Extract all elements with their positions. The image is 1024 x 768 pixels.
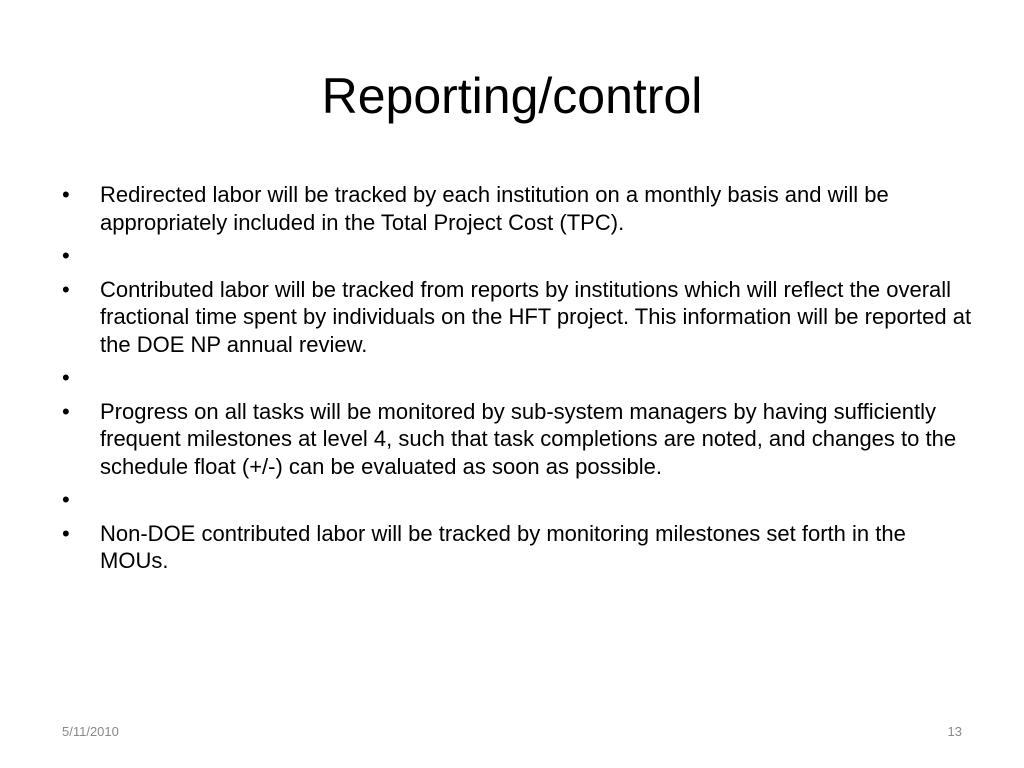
bullet-icon: • <box>62 365 70 390</box>
bullet-icon: • <box>62 398 70 424</box>
bullet-item <box>62 181 972 236</box>
bullet-icon: • <box>62 487 70 512</box>
bullet-icon: • <box>62 182 70 207</box>
footer-date: 5/11/2010 <box>62 724 119 739</box>
bullet-item <box>62 486 972 514</box>
bullet-icon: • <box>62 276 70 302</box>
bullet-list <box>62 181 972 581</box>
bullet-item <box>62 242 972 270</box>
bullet-item <box>62 276 972 359</box>
bullet-text <box>100 364 972 392</box>
bullet-text: Progress on all tasks will be monitored by sub-system managers by having sufficiently frequent milestones at level 4, such that task completions are noted, and changes to the schedule float (+/-) can be evaluated as soon as possible. <box>100 398 957 479</box>
slide-title: Reporting/control <box>321 68 703 124</box>
bullet-item <box>62 520 972 575</box>
bullet-item <box>62 364 972 392</box>
bullet-text <box>100 242 972 270</box>
footer-page-number: 13 <box>947 724 962 739</box>
bullet-text: Contributed labor will be tracked from reports by institutions which will reflect the overall fractional time spent by individuals on the HFT project. This information will be reported at the DOE NP annual review. <box>100 276 972 357</box>
bullet-icon: • <box>62 520 70 546</box>
bullet-text: Redirected labor will be tracked by each institution on a monthly basis and will be appropriately included in the Total Project Cost (TPC). <box>100 182 889 235</box>
bullet-text <box>100 486 972 514</box>
bullet-icon: • <box>62 243 70 268</box>
bullet-text: Non-DOE contributed labor will be tracked by monitoring milestones set forth in the MOUs. <box>100 520 906 573</box>
bullet-item <box>62 398 972 481</box>
